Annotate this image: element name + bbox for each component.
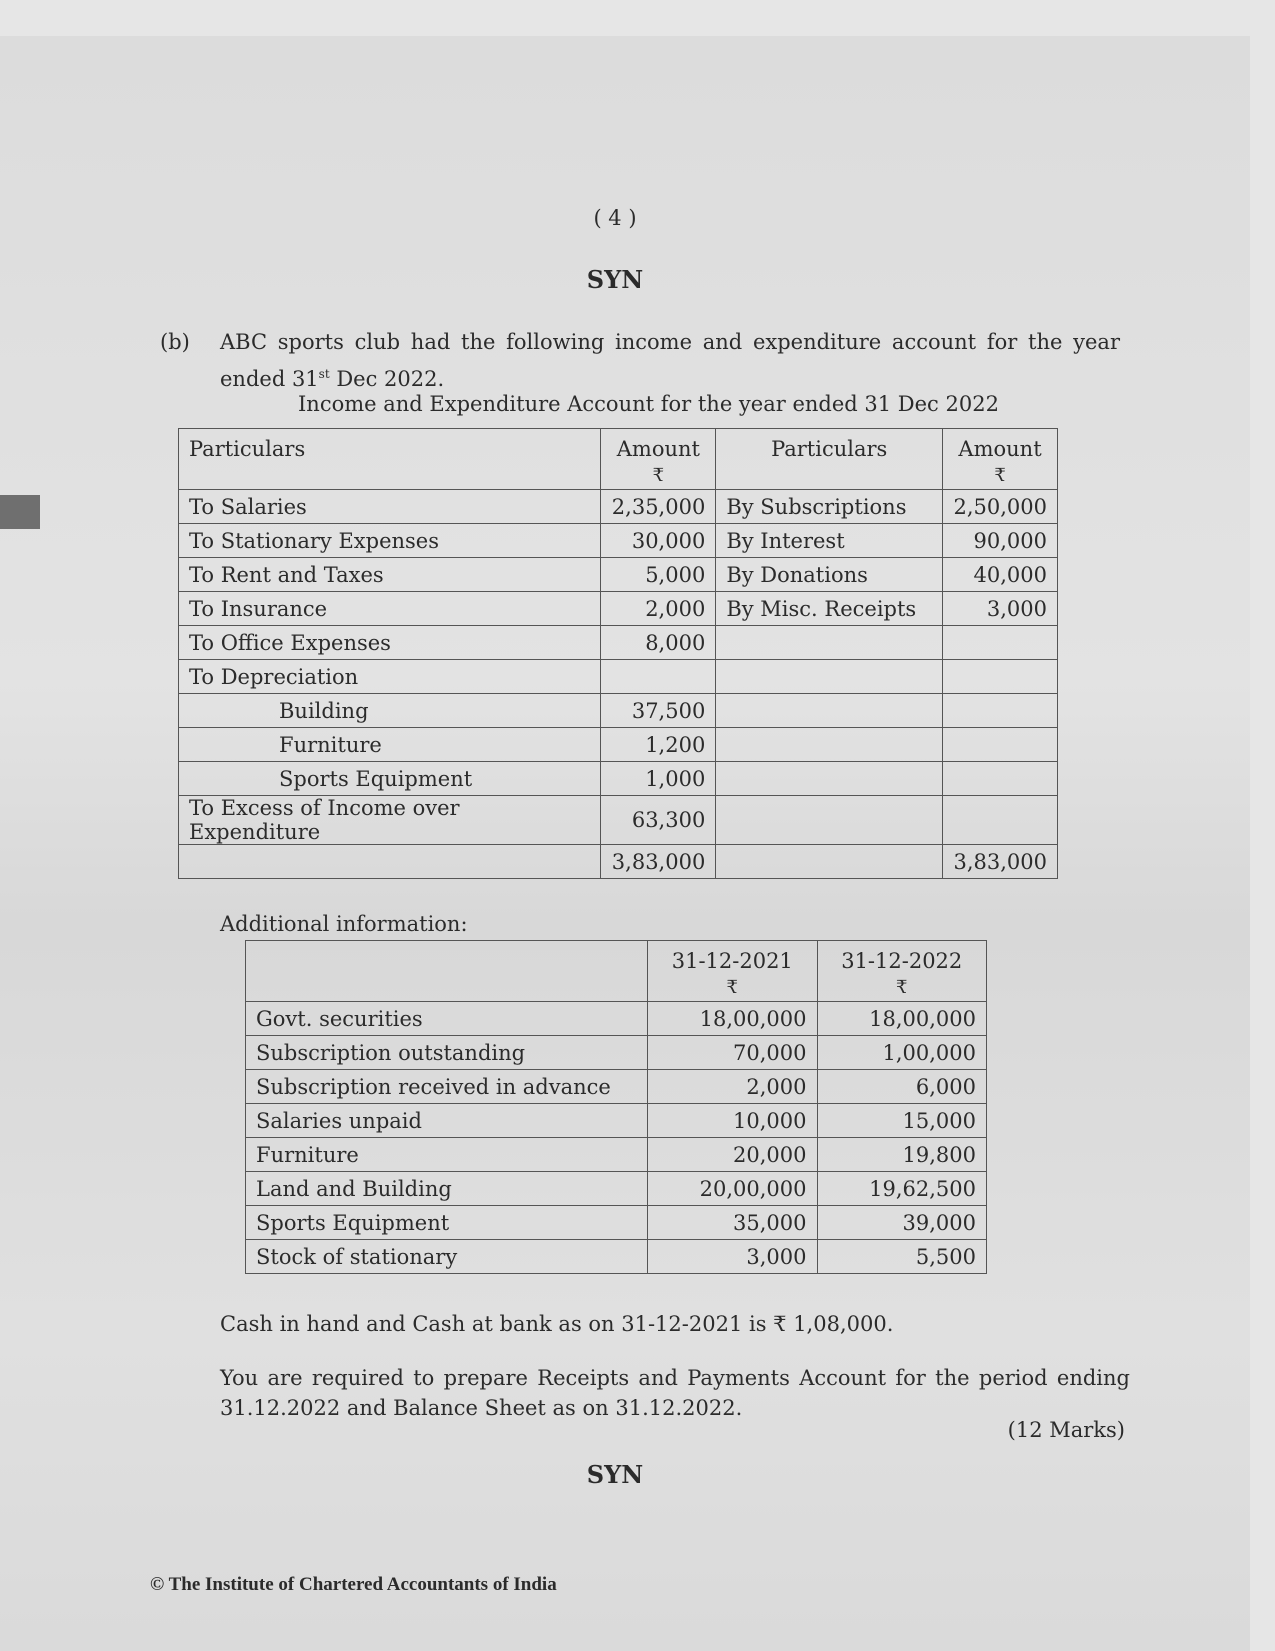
info-value-2021: 10,000	[648, 1104, 817, 1138]
table-row	[179, 796, 1058, 845]
ie-header-amount-right-label: Amount	[958, 437, 1042, 461]
table-row	[179, 660, 1058, 694]
info-value-2022: 15,000	[817, 1104, 987, 1138]
info-header-2022	[817, 941, 987, 1002]
info-label: Sports Equipment	[246, 1206, 648, 1240]
rupee-symbol-right: ₹	[994, 465, 1006, 486]
table-row	[179, 694, 1058, 728]
ie-right-amount: 2,50,000	[943, 490, 1058, 524]
page-number: ( 4 )	[593, 206, 637, 230]
ie-right-amount	[943, 728, 1058, 762]
table-row	[246, 1138, 987, 1172]
info-header-2021-date: 31-12-2021	[671, 949, 793, 973]
ie-left-particular: To Office Expenses	[179, 626, 601, 660]
ie-total-left: 3,83,000	[601, 845, 716, 879]
table-row	[246, 1070, 987, 1104]
table-row	[246, 1206, 987, 1240]
info-label: Furniture	[246, 1138, 648, 1172]
info-header-2021	[648, 941, 817, 1002]
ie-right-particular	[716, 762, 943, 796]
table-row	[246, 1104, 987, 1138]
marks-label: (12 Marks)	[1007, 1418, 1125, 1442]
ie-left-particular: To Stationary Expenses	[179, 524, 601, 558]
table-row	[246, 1036, 987, 1070]
ie-header-amount-left-label: Amount	[616, 437, 700, 461]
ie-right-particular	[716, 660, 943, 694]
ie-right-amount: 3,000	[943, 592, 1058, 626]
table-row	[246, 1172, 987, 1206]
info-label: Subscription outstanding	[246, 1036, 648, 1070]
ie-left-amount: 5,000	[601, 558, 716, 592]
info-value-2022: 39,000	[817, 1206, 987, 1240]
info-label: Land and Building	[246, 1172, 648, 1206]
info-label: Salaries unpaid	[246, 1104, 648, 1138]
ie-left-amount: 1,200	[601, 728, 716, 762]
ie-left-amount: 30,000	[601, 524, 716, 558]
ie-right-amount	[943, 762, 1058, 796]
ie-left-amount: 37,500	[601, 694, 716, 728]
ie-left-particular: Building	[179, 694, 601, 728]
info-header-row	[246, 941, 987, 1002]
ie-right-particular	[716, 728, 943, 762]
ie-left-amount: 2,35,000	[601, 490, 716, 524]
syn-footer: SYN	[586, 1460, 644, 1489]
additional-info-table	[245, 940, 987, 1274]
ie-right-amount	[943, 796, 1058, 845]
rupee-symbol-left: ₹	[652, 465, 665, 486]
ie-right-amount	[943, 660, 1058, 694]
ie-left-amount: 8,000	[601, 626, 716, 660]
table-row	[246, 1240, 987, 1274]
binding-mark	[0, 495, 40, 529]
ie-right-particular: By Donations	[716, 558, 943, 592]
ie-right-particular	[716, 796, 943, 845]
table-row	[246, 1002, 987, 1036]
ie-right-particular: By Interest	[716, 524, 943, 558]
ie-right-amount	[943, 694, 1058, 728]
ie-header-row	[179, 429, 1058, 490]
info-value-2021: 3,000	[648, 1240, 817, 1274]
info-value-2021: 20,000	[648, 1138, 817, 1172]
table-row	[179, 558, 1058, 592]
info-header-2022-date: 31-12-2022	[841, 949, 963, 973]
ie-total-row	[179, 845, 1058, 879]
ie-left-amount: 1,000	[601, 762, 716, 796]
ie-header-amount-left	[601, 429, 716, 490]
rupee-symbol-2022: ₹	[896, 977, 908, 998]
ie-left-particular: To Excess of Income over Expenditure	[179, 796, 601, 845]
ie-left-particular: To Insurance	[179, 592, 601, 626]
ie-right-particular: By Subscriptions	[716, 490, 943, 524]
ie-header-particulars-right: Particulars	[716, 429, 943, 490]
info-value-2022: 6,000	[817, 1070, 987, 1104]
ie-right-amount: 90,000	[943, 524, 1058, 558]
table-row	[179, 524, 1058, 558]
ie-right-amount	[943, 626, 1058, 660]
table-row	[179, 490, 1058, 524]
info-label: Govt. securities	[246, 1002, 648, 1036]
info-value-2022: 5,500	[817, 1240, 987, 1274]
syn-header: SYN	[586, 265, 644, 294]
ie-left-particular: To Depreciation	[179, 660, 601, 694]
requirement-text: You are required to prepare Receipts and Payments Account for the period ending 31.12.2022 and Balance Sheet as on 31.12.2022.	[220, 1366, 1130, 1420]
income-expenditure-table	[178, 428, 1058, 879]
ie-left-particular: To Salaries	[179, 490, 601, 524]
info-value-2021: 35,000	[648, 1206, 817, 1240]
info-value-2021: 18,00,000	[648, 1002, 817, 1036]
table-row	[179, 728, 1058, 762]
ie-header-particulars-left: Particulars	[179, 429, 601, 490]
ie-left-amount: 2,000	[601, 592, 716, 626]
info-value-2022: 19,62,500	[817, 1172, 987, 1206]
ie-right-particular	[716, 694, 943, 728]
info-value-2022: 1,00,000	[817, 1036, 987, 1070]
additional-info-label: Additional information:	[220, 912, 468, 936]
rupee-symbol-2021: ₹	[726, 977, 738, 998]
question-label: (b)	[160, 330, 190, 354]
question-superscript: st	[318, 367, 330, 381]
ie-total-right-blank	[716, 845, 943, 879]
question-text-before: ABC sports club had the following income and expenditure account for the year ended 31	[220, 330, 1120, 391]
ie-left-amount	[601, 660, 716, 694]
ie-left-particular: Sports Equipment	[179, 762, 601, 796]
info-value-2021: 2,000	[648, 1070, 817, 1104]
question-text-after: Dec 2022.	[329, 367, 445, 391]
info-value-2021: 20,00,000	[648, 1172, 817, 1206]
info-value-2021: 70,000	[648, 1036, 817, 1070]
info-label: Stock of stationary	[246, 1240, 648, 1274]
table-row	[179, 592, 1058, 626]
cash-note: Cash in hand and Cash at bank as on 31-12-2021 is ₹ 1,08,000.	[220, 1312, 894, 1336]
question-text	[220, 326, 1120, 395]
table-row	[179, 762, 1058, 796]
account-title: Income and Expenditure Account for the year ended 31 Dec 2022	[298, 392, 999, 416]
info-label: Subscription received in advance	[246, 1070, 648, 1104]
ie-total-right: 3,83,000	[943, 845, 1058, 879]
copyright-notice: © The Institute of Chartered Accountants of India	[150, 1574, 557, 1595]
ie-right-particular	[716, 626, 943, 660]
ie-left-particular: Furniture	[179, 728, 601, 762]
ie-left-amount: 63,300	[601, 796, 716, 845]
ie-right-amount: 40,000	[943, 558, 1058, 592]
ie-total-left-blank	[179, 845, 601, 879]
info-value-2022: 18,00,000	[817, 1002, 987, 1036]
table-row	[179, 626, 1058, 660]
info-value-2022: 19,800	[817, 1138, 987, 1172]
info-header-blank	[246, 941, 648, 1002]
ie-right-particular: By Misc. Receipts	[716, 592, 943, 626]
ie-header-amount-right	[943, 429, 1058, 490]
ie-left-particular: To Rent and Taxes	[179, 558, 601, 592]
